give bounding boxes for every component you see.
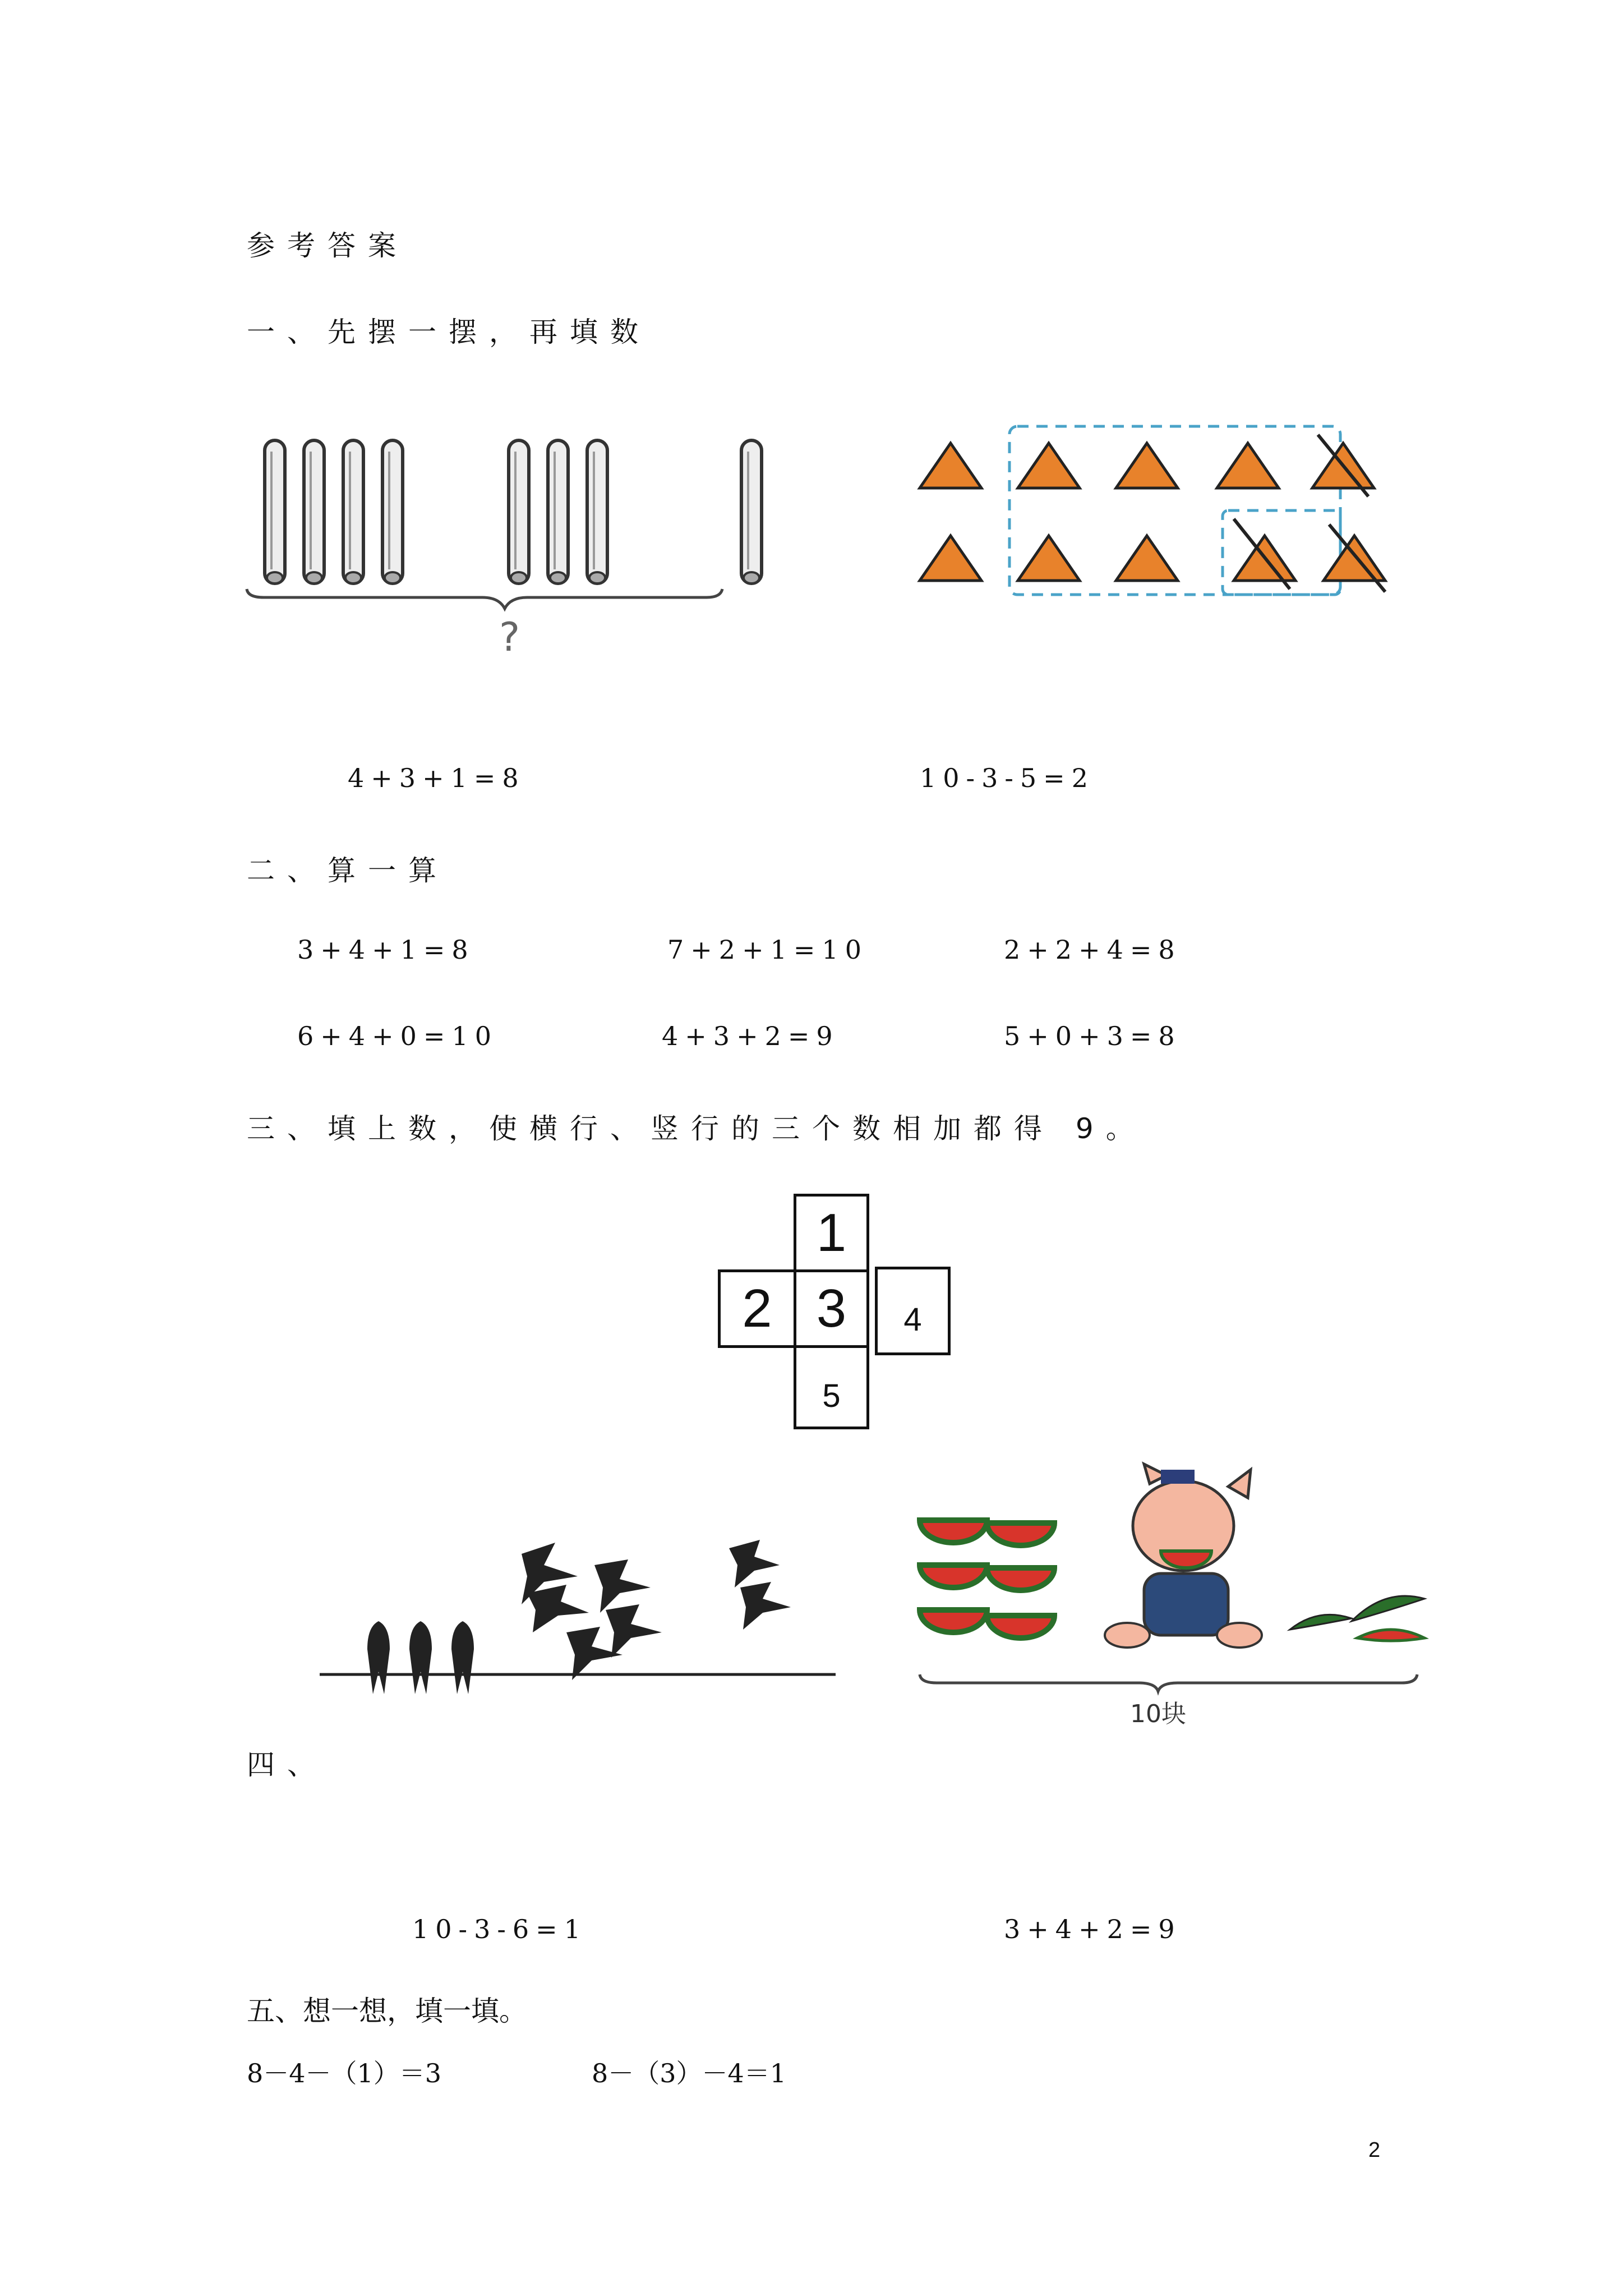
brace-10: [920, 1674, 1417, 1691]
brace: [247, 589, 722, 609]
s2-r1-c3: 2+2+4=8: [1004, 935, 1182, 965]
triangle-row-2: [920, 536, 1385, 581]
pig-watermelon-figure: [909, 1453, 1441, 1733]
section-5-heading: 五、想一想，填一填。: [247, 1995, 527, 2027]
s5-answer-right: 8－（3）－4＝1: [592, 2058, 787, 2088]
swallows-figure: [314, 1515, 864, 1722]
stick-group-4: [265, 440, 403, 583]
section-4-heading: 四、: [247, 1749, 328, 1781]
grid-cell-left: 2: [718, 1269, 796, 1348]
s2-r2-c3: 5+0+3=8: [1004, 1021, 1182, 1051]
triangle-row-1: [920, 443, 1374, 488]
grid-cell-center: 3: [794, 1269, 869, 1348]
watermelon-rinds: [1290, 1596, 1424, 1641]
s2-r1-c2: 7+2+1=10: [667, 935, 868, 965]
grid-cell-right: 4: [875, 1267, 951, 1355]
s2-r2-c1: 6+4+0=10: [297, 1021, 498, 1051]
grid-cell-bottom: 5: [794, 1345, 869, 1429]
s4-answer-right: 3+4+2=9: [1004, 1914, 1182, 1944]
s2-r2-c2: 4+3+2=9: [662, 1021, 840, 1051]
s2-r1-c1: 3+4+1=8: [297, 935, 475, 965]
figure-label-10-pieces: 10块: [1130, 1700, 1186, 1728]
section-3-heading: 三、填上数，使横行、竖行的三个数相加都得 9。: [247, 1112, 1146, 1145]
s1-answer-right: 10-3-5=2: [920, 763, 1095, 793]
sticks-figure: [241, 426, 780, 679]
question-mark: ?: [499, 614, 520, 660]
pig: [1105, 1464, 1262, 1648]
s1-answer-left: 4+3+1=8: [348, 763, 525, 793]
grid-cell-top: 1: [794, 1194, 869, 1272]
sitting-swallows: [367, 1621, 474, 1694]
section-2-heading: 二、算一算: [247, 854, 449, 887]
section-1-heading: 一、先摆一摆，再填数: [247, 316, 651, 348]
s4-answer-left: 10-3-6=1: [412, 1914, 587, 1944]
triangles-figure: [875, 393, 1436, 617]
watermelon-slices: [920, 1520, 1054, 1638]
answer-title: 参考答案: [247, 229, 408, 262]
stick-single: [741, 440, 762, 583]
flying-swallows: [522, 1540, 791, 1680]
stick-group-3: [509, 440, 607, 583]
page-number: 2: [1368, 2138, 1381, 2162]
s5-answer-left: 8－4－（1）＝3: [247, 2058, 442, 2088]
